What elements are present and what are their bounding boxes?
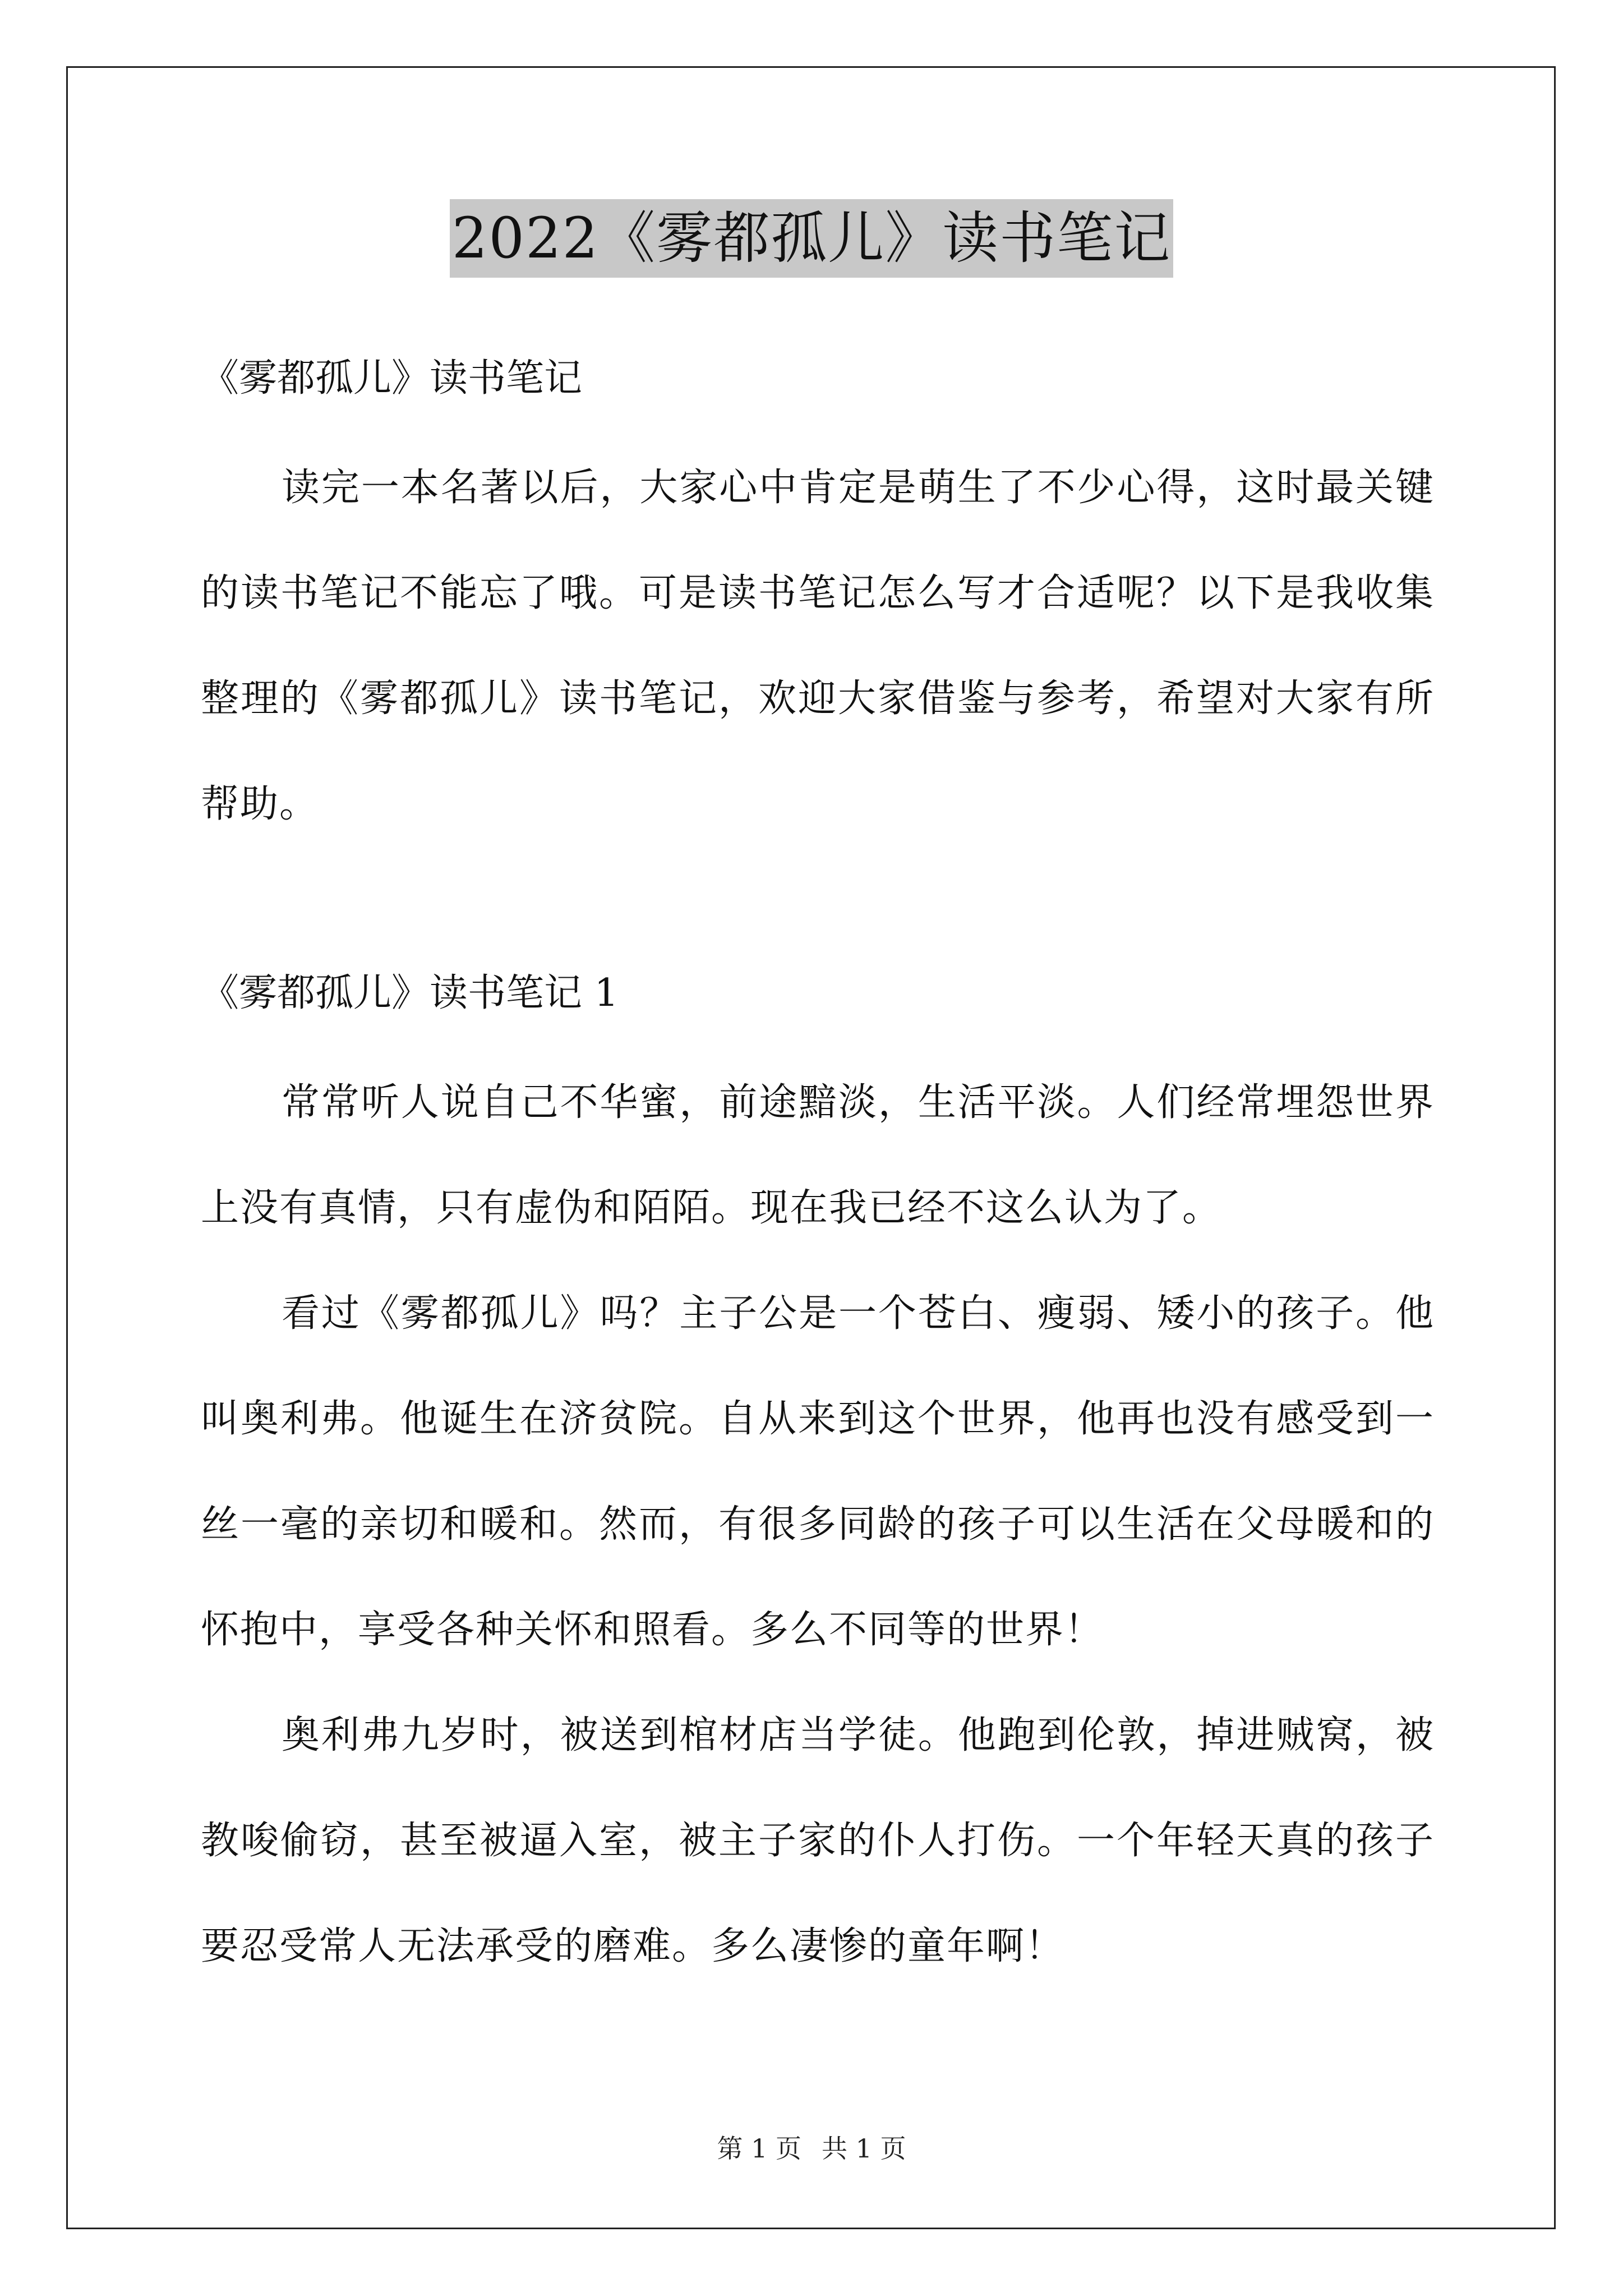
page-footer [0,2132,1623,2165]
title-container [0,199,1623,278]
document-body [201,348,1435,1999]
page-number: 第 1 页 [717,2133,801,2164]
intro-paragraph: 读完一本名著以后，大家心中肯定是萌生了不少心得，这时最关键的读书笔记不能忘了哦。可是读书笔记怎么写才合适呢？以下是我收集整理的《雾都孤儿》读书笔记，欢迎大家借鉴与参考，希望对大家有所帮助。 [201,466,1435,826]
intro-heading: 《雾都孤儿》读书笔记 [201,356,583,401]
spacer [201,1024,1435,1050]
page-total: 共 1 页 [822,2133,906,2164]
spacer [201,409,1435,435]
body-paragraph: 奥利弗九岁时，被送到棺材店当学徒。他跑到伦敦，掉进贼窝，被教唆偷窃，甚至被逼入室，被主子家的仆人打伤。一个年轻天真的孩子要忍受常人无法承受的磨难。多么凄惨的童年啊！ [201,1713,1435,1968]
body-paragraph: 看过《雾都孤儿》吗？主子公是一个苍白、瘦弱、矮小的孩子。他叫奥利弗。他诞生在济贫院。自从来到这个世界，他再也没有感受到一丝一毫的亲切和暖和。然而，有很多同龄的孩子可以生活在父母暖和的怀抱中，享受各种关怀和照看。多么不同等的世界！ [201,1291,1435,1652]
section-spacer [201,857,1435,963]
section-heading: 《雾都孤儿》读书笔记 1 [201,971,619,1015]
document-title: 2022《雾都孤儿》读书笔记 [450,199,1174,278]
body-paragraph: 常常听人说自己不华蜜，前途黯淡，生活平淡。人们经常埋怨世界上没有真情，只有虚伪和陌陌。现在我已经不这么认为了。 [201,1080,1435,1230]
